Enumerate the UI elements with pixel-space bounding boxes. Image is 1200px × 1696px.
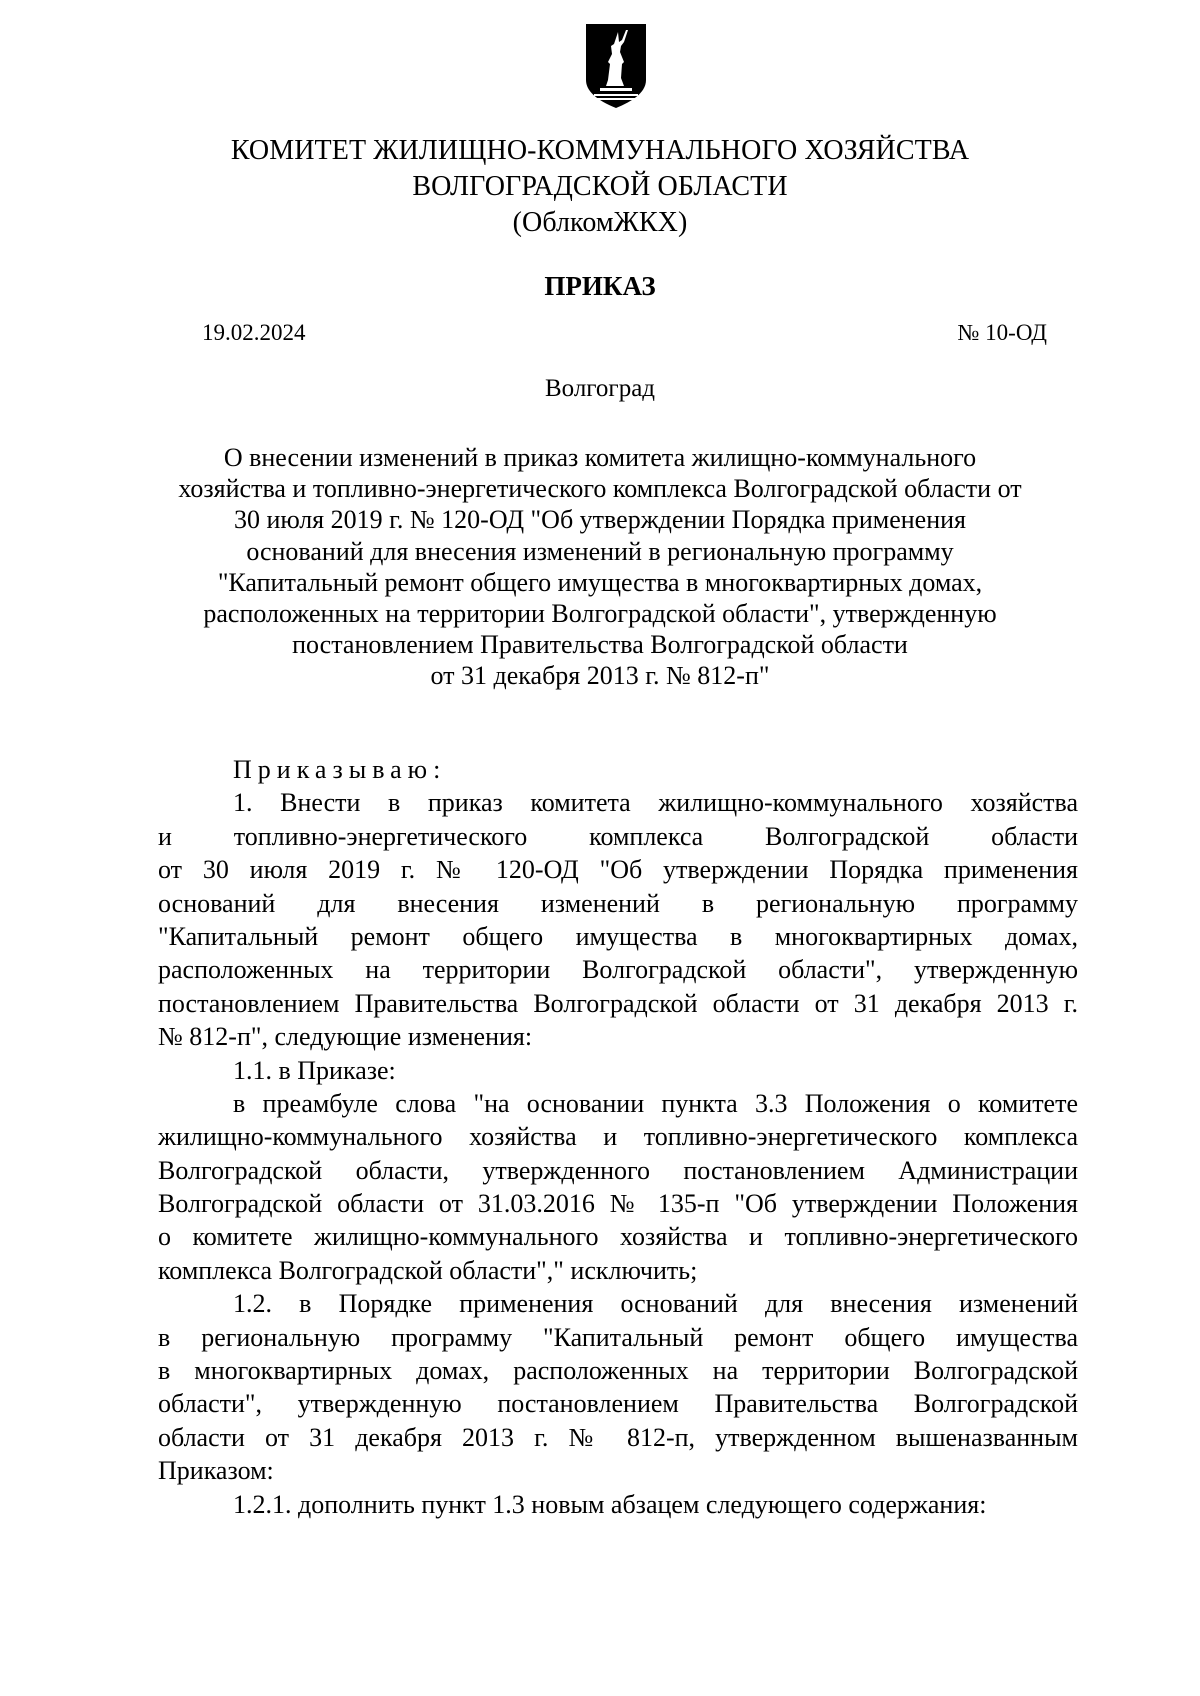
body-line: жилищно-коммунального хозяйства и топливно-энергетического комплекса [158, 1122, 1078, 1152]
document-number: № 10-ОД [957, 320, 1047, 345]
order-word: Приказываю: [233, 755, 447, 784]
subject-line: расположенных на территории Волгоградской области", утвержденную [203, 599, 997, 629]
subject-line: "Капитальный ремонт общего имущества в многоквартирных домах, [217, 567, 983, 597]
body-line: комплекса Волгоградской области"," исключить; [158, 1255, 698, 1285]
org-line-3: (ОблкомЖКХ) [512, 207, 688, 238]
body-line: 1.2.1. дополнить пункт 1.3 новым абзацем следующего содержания: [233, 1489, 987, 1519]
body-line: № 812-п", следующие изменения: [158, 1022, 533, 1052]
org-line-2: ВОЛГОГРАДСКОЙ ОБЛАСТИ [412, 171, 788, 202]
body-line: оснований для внесения изменений в региональную программу [158, 888, 1078, 918]
subject-line: О внесении изменений в приказ комитета жилищно-коммунального [223, 443, 977, 472]
body-line: от 30 июля 2019 г. № 120-ОД "Об утверждении Порядка применения [158, 855, 1078, 885]
body-line: постановлением Правительства Волгоградской области от 31 декабря 2013 г. [158, 988, 1078, 1018]
body-line: в преамбуле слова "на основании пункта 3.3 Положения о комитете [233, 1088, 1078, 1118]
subject-line: постановлением Правительства Волгоградской области [292, 630, 908, 660]
coat-of-arms-icon [584, 22, 648, 110]
org-line-1: КОМИТЕТ ЖИЛИЩНО-КОММУНАЛЬНОГО ХОЗЯЙСТВА [230, 135, 970, 166]
subject-line: хозяйства и топливно-энергетического комплекса Волгоградской области от [178, 474, 1022, 504]
document-type: ПРИКАЗ [544, 271, 656, 301]
document-city: Волгоград [544, 375, 656, 402]
subject-line: от 31 декабря 2013 г. № 812-п" [430, 661, 770, 691]
body-line: в многоквартирных домах, расположенных на территории Волгоградской [158, 1356, 1078, 1386]
body-line: о комитете жилищно-коммунального хозяйства и топливно-энергетического [158, 1222, 1078, 1252]
body-line: области", утвержденную постановлением Правительства Волгоградской [158, 1389, 1078, 1419]
body-line: Волгоградской области от 31.03.2016 № 135-п "Об утверждении Положения [158, 1189, 1078, 1219]
body-line: Волгоградской области, утвержденного постановлением Администрации [158, 1155, 1078, 1185]
body-line: в региональную программу "Капитальный ремонт общего имущества [158, 1322, 1078, 1352]
body-line: расположенных на территории Волгоградской области", утвержденную [158, 955, 1078, 985]
document-subject [0, 442, 1200, 692]
body-line: 1.1. в Приказе: [233, 1055, 396, 1085]
document-date: 19.02.2024 [202, 320, 306, 345]
body-line: "Капитальный ремонт общего имущества в многоквартирных домах, [158, 921, 1078, 951]
organization-name [0, 133, 1200, 241]
body-line: области от 31 декабря 2013 г. № 812-п, утвержденном вышеназванным [158, 1422, 1078, 1452]
subject-line: 30 июля 2019 г. № 120-ОД "Об утверждении Порядка применения [234, 505, 966, 535]
document-body [158, 753, 1078, 1521]
subject-line: оснований для внесения изменений в региональную программу [246, 536, 954, 566]
body-line: 1. Внести в приказ комитета жилищно-коммунального хозяйства [233, 788, 1078, 818]
body-line: Приказом: [158, 1456, 274, 1486]
body-line: 1.2. в Порядке применения оснований для внесения изменений [233, 1289, 1078, 1319]
body-line: и топливно-энергетического комплекса Волгоградской области [158, 821, 1078, 851]
